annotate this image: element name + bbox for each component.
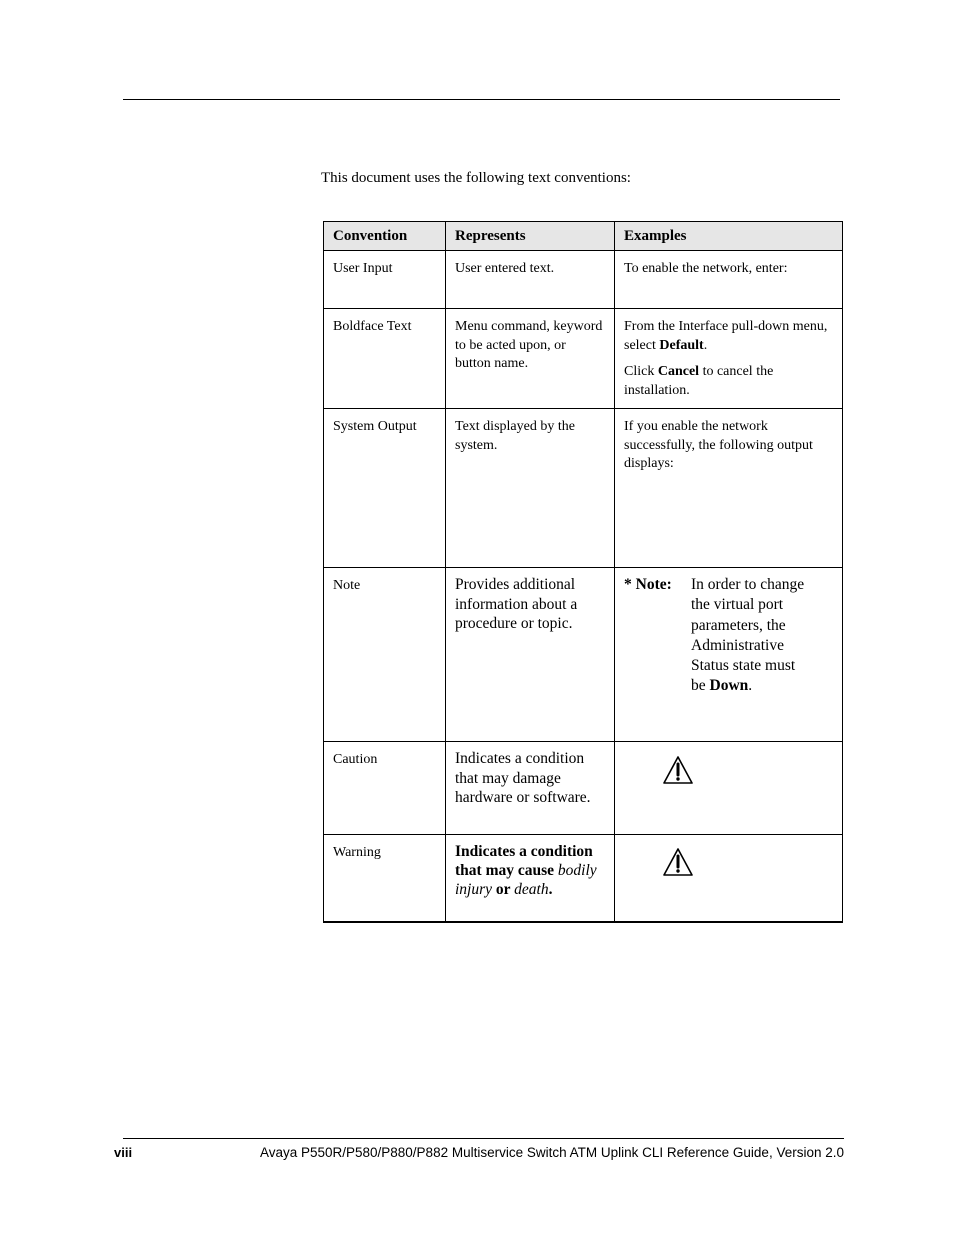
footer-rule <box>123 1138 844 1139</box>
warning-text-4: death <box>514 881 549 898</box>
conventions-table <box>323 221 843 923</box>
row-user-input-represents: User entered text. <box>446 251 615 309</box>
warning-text-3: or <box>492 881 515 898</box>
header-examples: Examples <box>615 222 843 251</box>
table-row <box>324 568 843 742</box>
table-row <box>324 409 843 568</box>
table-row <box>324 309 843 409</box>
row-note-convention: Note <box>324 568 446 742</box>
row-note-represents: Provides additional information about a procedure or topic. <box>446 568 615 742</box>
table-row <box>324 251 843 309</box>
row-warning-example <box>615 835 843 922</box>
note-label: * Note: <box>624 576 672 593</box>
note-text: In order to change the virtual port parameters, the Administrative Status state must be <box>691 576 805 695</box>
row-warning-represents <box>446 835 615 922</box>
intro-text: This document uses the following text conventions: <box>321 170 631 186</box>
header-rule <box>123 99 840 100</box>
page-number: viii <box>114 1145 133 1160</box>
example-default-post: . <box>703 337 708 353</box>
note-end: . <box>748 677 753 695</box>
warning-triangle-icon <box>662 755 694 785</box>
table-row <box>324 742 843 835</box>
table-header-row <box>324 222 843 251</box>
row-system-output-example: If you enable the network successfully, the following output displays: <box>615 409 843 568</box>
row-user-input-example: To enable the network, enter: <box>615 251 843 309</box>
row-caution-convention: Caution <box>324 742 446 835</box>
warning-text-2: bodily injury <box>455 862 597 898</box>
note-body <box>691 575 811 697</box>
row-boldface-convention: Boldface Text <box>324 309 446 409</box>
header-convention: Convention <box>324 222 446 251</box>
table-row <box>324 835 843 922</box>
example-default <box>624 318 833 355</box>
footer-title: Avaya P550R/P580/P880/P882 Multiservice Switch ATM Uplink CLI Reference Guide, Version 2.0 <box>259 1145 844 1160</box>
warning-text-5: . <box>548 881 553 898</box>
row-caution-represents: Indicates a condition that may damage hardware or software. <box>446 742 615 835</box>
row-boldface-example <box>615 309 843 409</box>
row-warning-convention: Warning <box>324 835 446 922</box>
note-block <box>624 575 833 697</box>
note-bold: Down <box>709 677 749 695</box>
row-system-output-convention: System Output <box>324 409 446 568</box>
row-boldface-represents: Menu command, keyword to be acted upon, or button name. <box>446 309 615 409</box>
example-cancel-pre: Click <box>624 364 658 379</box>
row-user-input-convention: User Input <box>324 251 446 309</box>
example-cancel-bold: Cancel <box>657 364 700 379</box>
example-default-bold: Default <box>659 337 704 353</box>
row-note-example <box>615 568 843 742</box>
example-cancel-post: to cancel the installation. <box>624 364 774 398</box>
row-caution-example <box>615 742 843 835</box>
example-cancel <box>624 363 833 400</box>
warning-triangle-icon <box>662 847 694 877</box>
example-default-pre: From the Interface pull-down menu, select <box>624 319 828 353</box>
warning-text-1: Indicates a condition that may cause <box>455 843 593 879</box>
header-represents: Represents <box>446 222 615 251</box>
row-system-output-represents: Text displayed by the system. <box>446 409 615 568</box>
